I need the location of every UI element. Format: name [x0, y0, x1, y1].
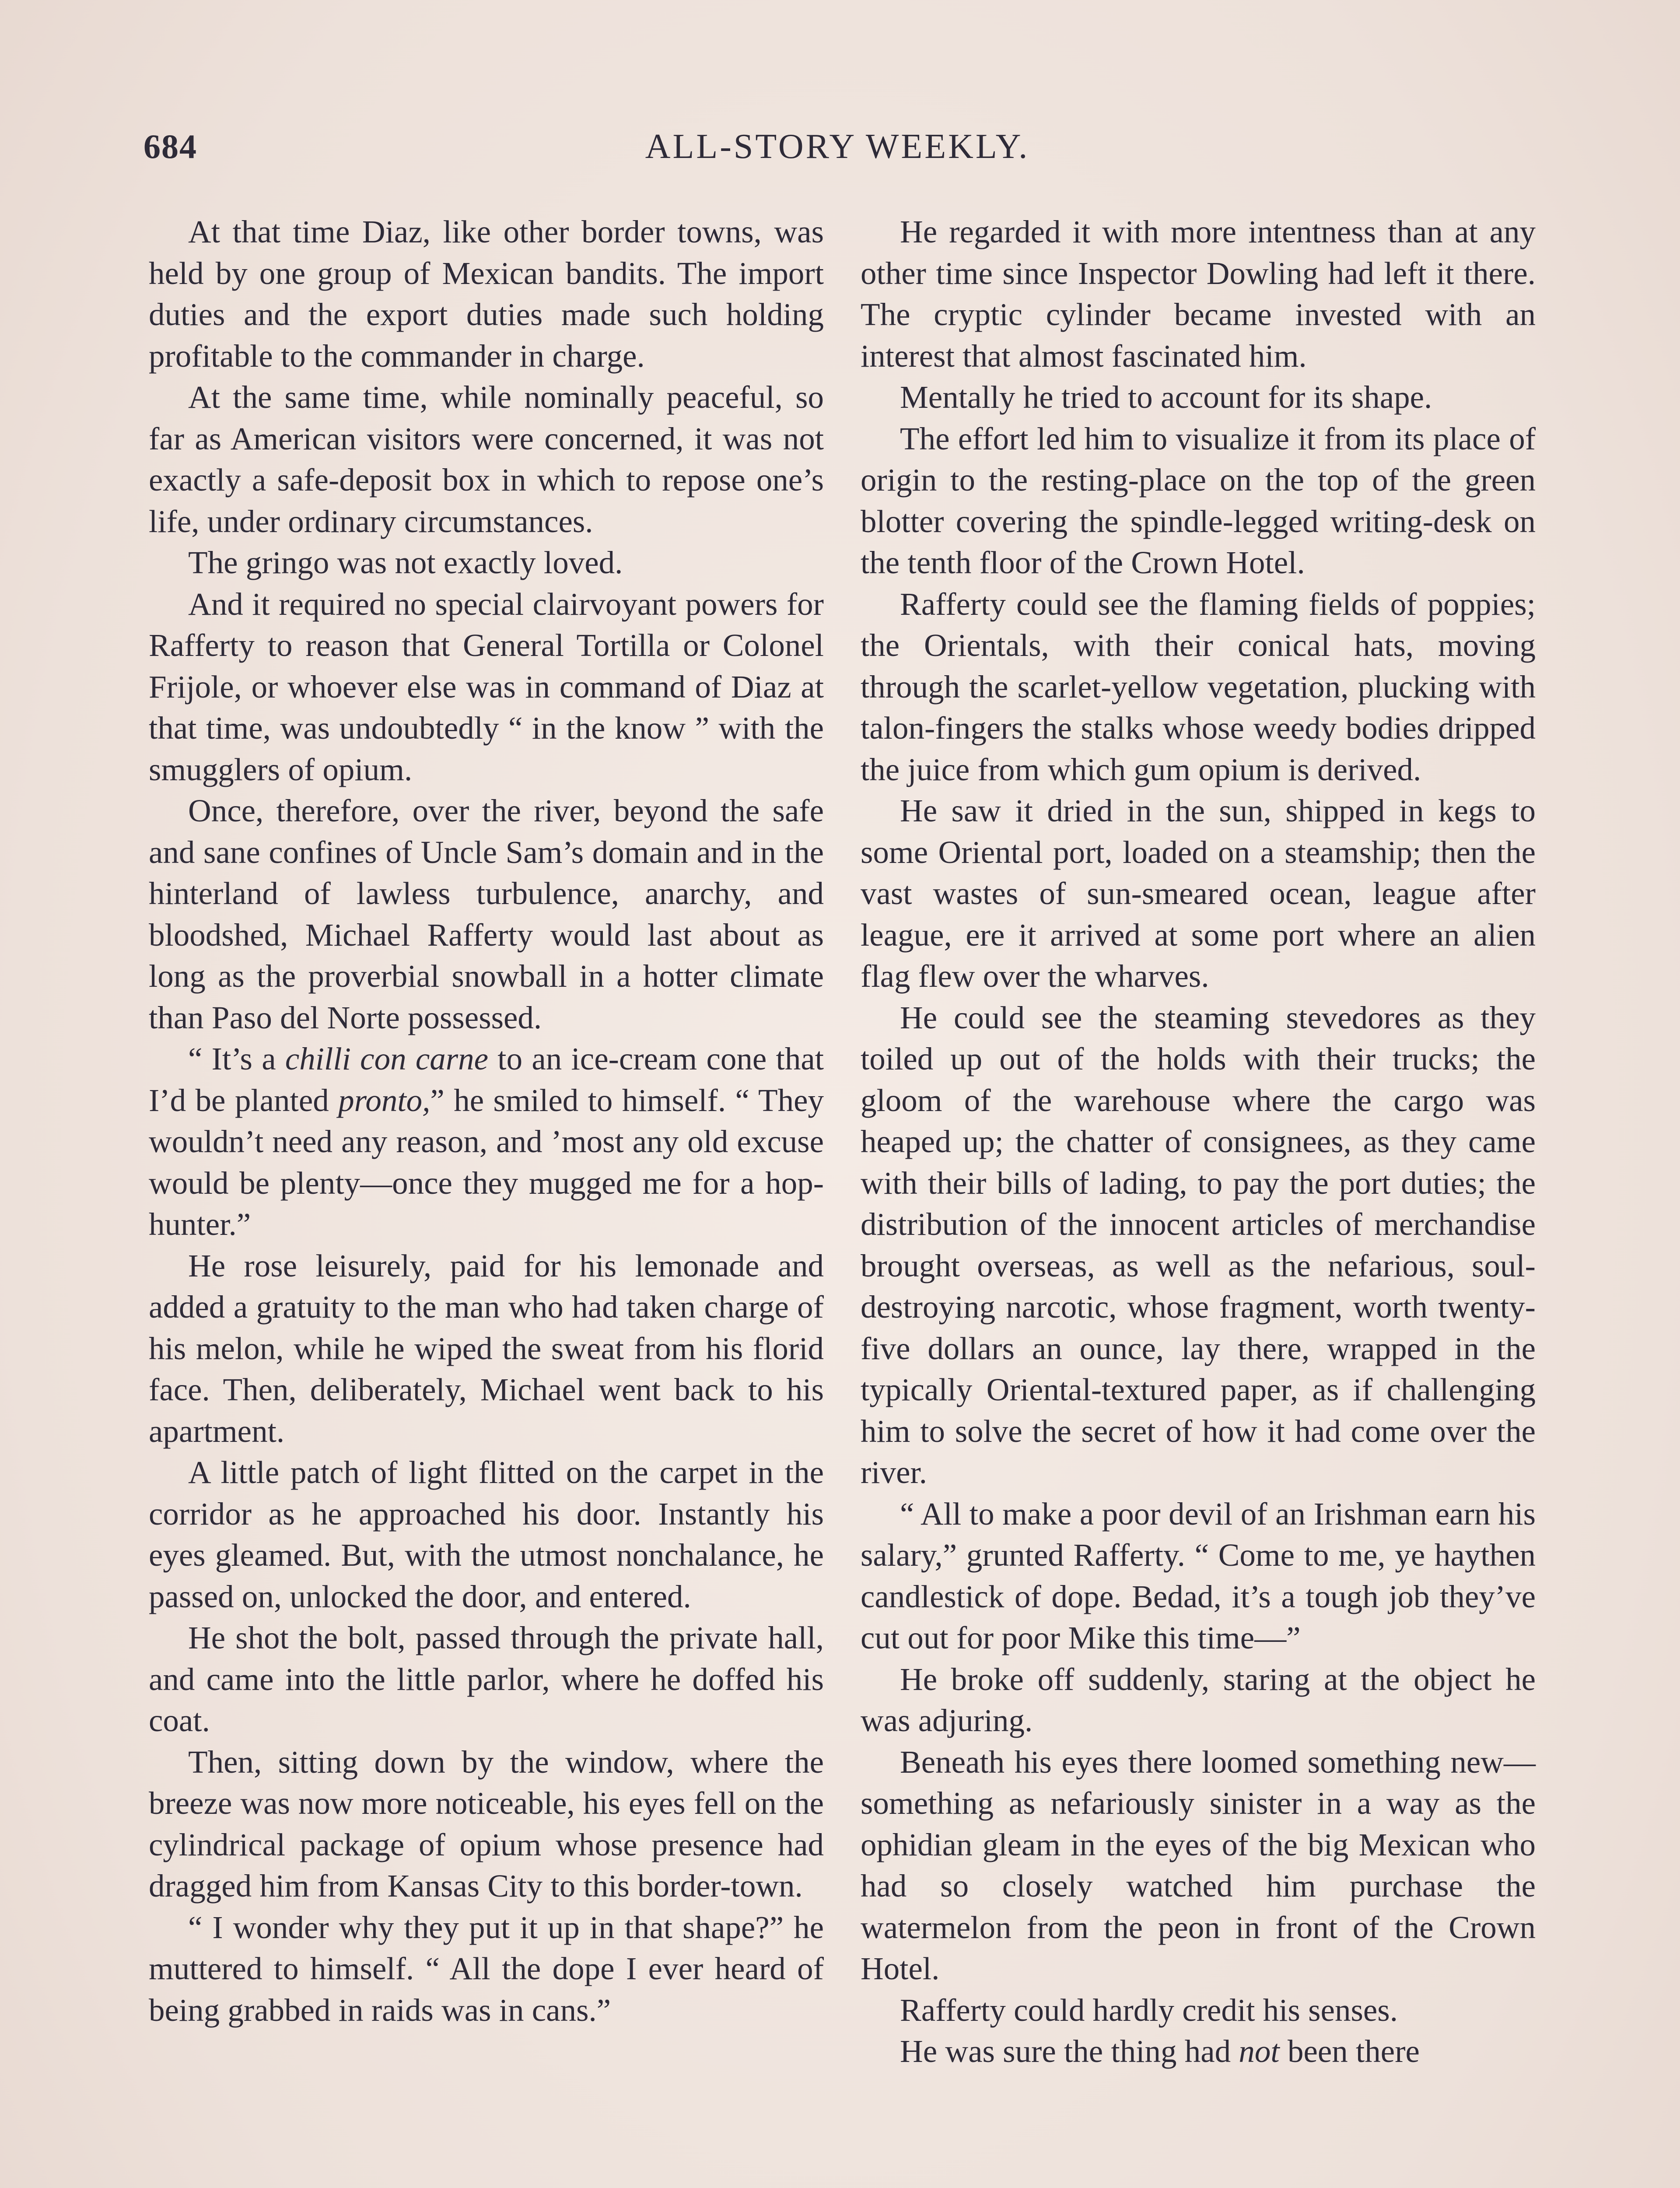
paragraph: The effort led him to visualize it from its place of origin to the resting-place on the top of the green blotter covering the spindle-legged writing-desk on the tenth floor of the Crown Hotel. — [861, 421, 1536, 580]
paragraph-chilli — [149, 1038, 824, 1245]
text-run: “ It’s a — [188, 1041, 285, 1076]
italic-phrase: pronto, — [338, 1082, 430, 1118]
paragraph: Once, therefore, over the river, beyond the safe and sane confines of Uncle Sam’s domain and in the hinterland of lawless turbulence, anarchy, and bloodshed, Michael Rafferty would last about as long as the proverbial snowball in a hotter climate than Paso del Norte possessed. — [149, 793, 824, 1035]
paragraph: At the same time, while nominally peaceful, so far as American visitors were concerned, it was not exactly a safe-deposit box in which to repose one’s life, under ordinary circumstances. — [149, 379, 824, 539]
paragraph: At that time Diaz, like other border towns, was held by one group of Mexican bandits. The import duties and the export duties made such holding profitable to the commander in charge. — [149, 214, 824, 374]
paragraph: He shot the bolt, passed through the private hall, and came into the little parlor, where he doffed his coat. — [149, 1620, 824, 1738]
paragraph: And it required no special clairvoyant powers for Rafferty to reason that General Tortilla or Colonel Frijole, or whoever else was in command of Diaz at that time, was undoubtedly “ in the know ” with the smugglers of opium. — [149, 586, 824, 787]
page-number: 684 — [144, 127, 197, 165]
page-header — [144, 127, 1531, 175]
paragraph: “ I wonder why they put it up in that shape?” he muttered to himself. “ All the dope I ever heard of being grabbed in raids was in cans.” — [149, 1909, 824, 2028]
paragraph: Then, sitting down by the window, where the breeze was now more noticeable, his eyes fell on the cylindrical package of opium whose presence had dragged him from Kansas City to this border-town. — [149, 1744, 824, 1904]
paragraph: A little patch of light flitted on the carpet in the corridor as he approached his door. Instantly his eyes gleamed. But, with the utmost nonchalance, he passed on, unlocked the door, and entered. — [149, 1455, 824, 1614]
paragraph: Beneath his eyes there loomed something new—something as nefariously sinister in a way as the ophidian gleam in the eyes of the big Mexican who had so closely watched him purchase the watermelon from the peon in front of the Crown Hotel. — [861, 1744, 1536, 1986]
paragraph: Mentally he tried to account for its shape. — [900, 379, 1432, 415]
paragraph: Rafferty could hardly credit his senses. — [900, 1992, 1398, 2028]
paragraph: He regarded it with more intentness than at any other time since Inspector Dowling had left it there. The cryptic cylinder became invested with an interest that almost fascinated him. — [861, 214, 1536, 374]
italic-phrase: not — [1239, 2034, 1280, 2069]
paragraph-not — [861, 2031, 1536, 2072]
paragraph: He broke off suddenly, staring at the object he was adjuring. — [861, 1661, 1536, 1738]
italic-phrase: chilli con carne — [285, 1041, 489, 1076]
paragraph: He could see the steaming stevedores as they toiled up out of the holds with their trucks; the gloom of the warehouse where the cargo was heaped up; the chatter of consignees, as they came with their bills of lading, to pay the port duties; the distribution of the innocent articles of merchandise brought overseas, as well as the nefarious, soul-destroying narcotic, whose fragment, worth twenty-five dollars an ounce, lay there, wrapped in the typically Oriental-textured paper, as if challenging him to solve the secret of how it had come over the river. — [861, 999, 1536, 1490]
paragraph: He saw it dried in the sun, shipped in kegs to some Oriental port, loaded on a steamship; then the vast wastes of sun-smeared ocean, league after league, ere it arrived at some port where an alien flag flew over the wharves. — [861, 793, 1536, 994]
left-column — [149, 211, 824, 2031]
text-run: ” he smiled to himself. “ They wouldn’t need any reason, and ’most any old excuse would be plenty—once they mugged me for a hop-hunter.” — [149, 1082, 824, 1242]
text-run: to an ice-cream cone that I’d be planted — [149, 1041, 824, 1118]
paragraph: Rafferty could see the flaming fields of poppies; the Orientals, with their conical hats, moving through the scarlet-yellow vegetation, plucking with talon-fingers the stalks whose weedy bodies dripped the juice from which gum opium is derived. — [861, 586, 1536, 787]
text-run: been there — [1279, 2034, 1420, 2069]
paragraph: The gringo was not exactly loved. — [188, 545, 623, 580]
right-column — [861, 211, 1536, 2072]
paragraph: He rose leisurely, paid for his lemonade and added a gratuity to the man who had taken charge of his melon, while he wiped the sweat from his florid face. Then, deliberately, Michael went back to his apartment. — [149, 1248, 824, 1449]
text-run: He was sure the thing had — [900, 2034, 1239, 2069]
running-title: ALL-STORY WEEKLY. — [645, 127, 1030, 166]
paragraph: “ All to make a poor devil of an Irishman earn his salary,” grunted Rafferty. “ Come to me, ye haythen candlestick of dope. Bedad, it’s a tough job they’ve cut out for poor Mike this time—” — [861, 1496, 1536, 1655]
